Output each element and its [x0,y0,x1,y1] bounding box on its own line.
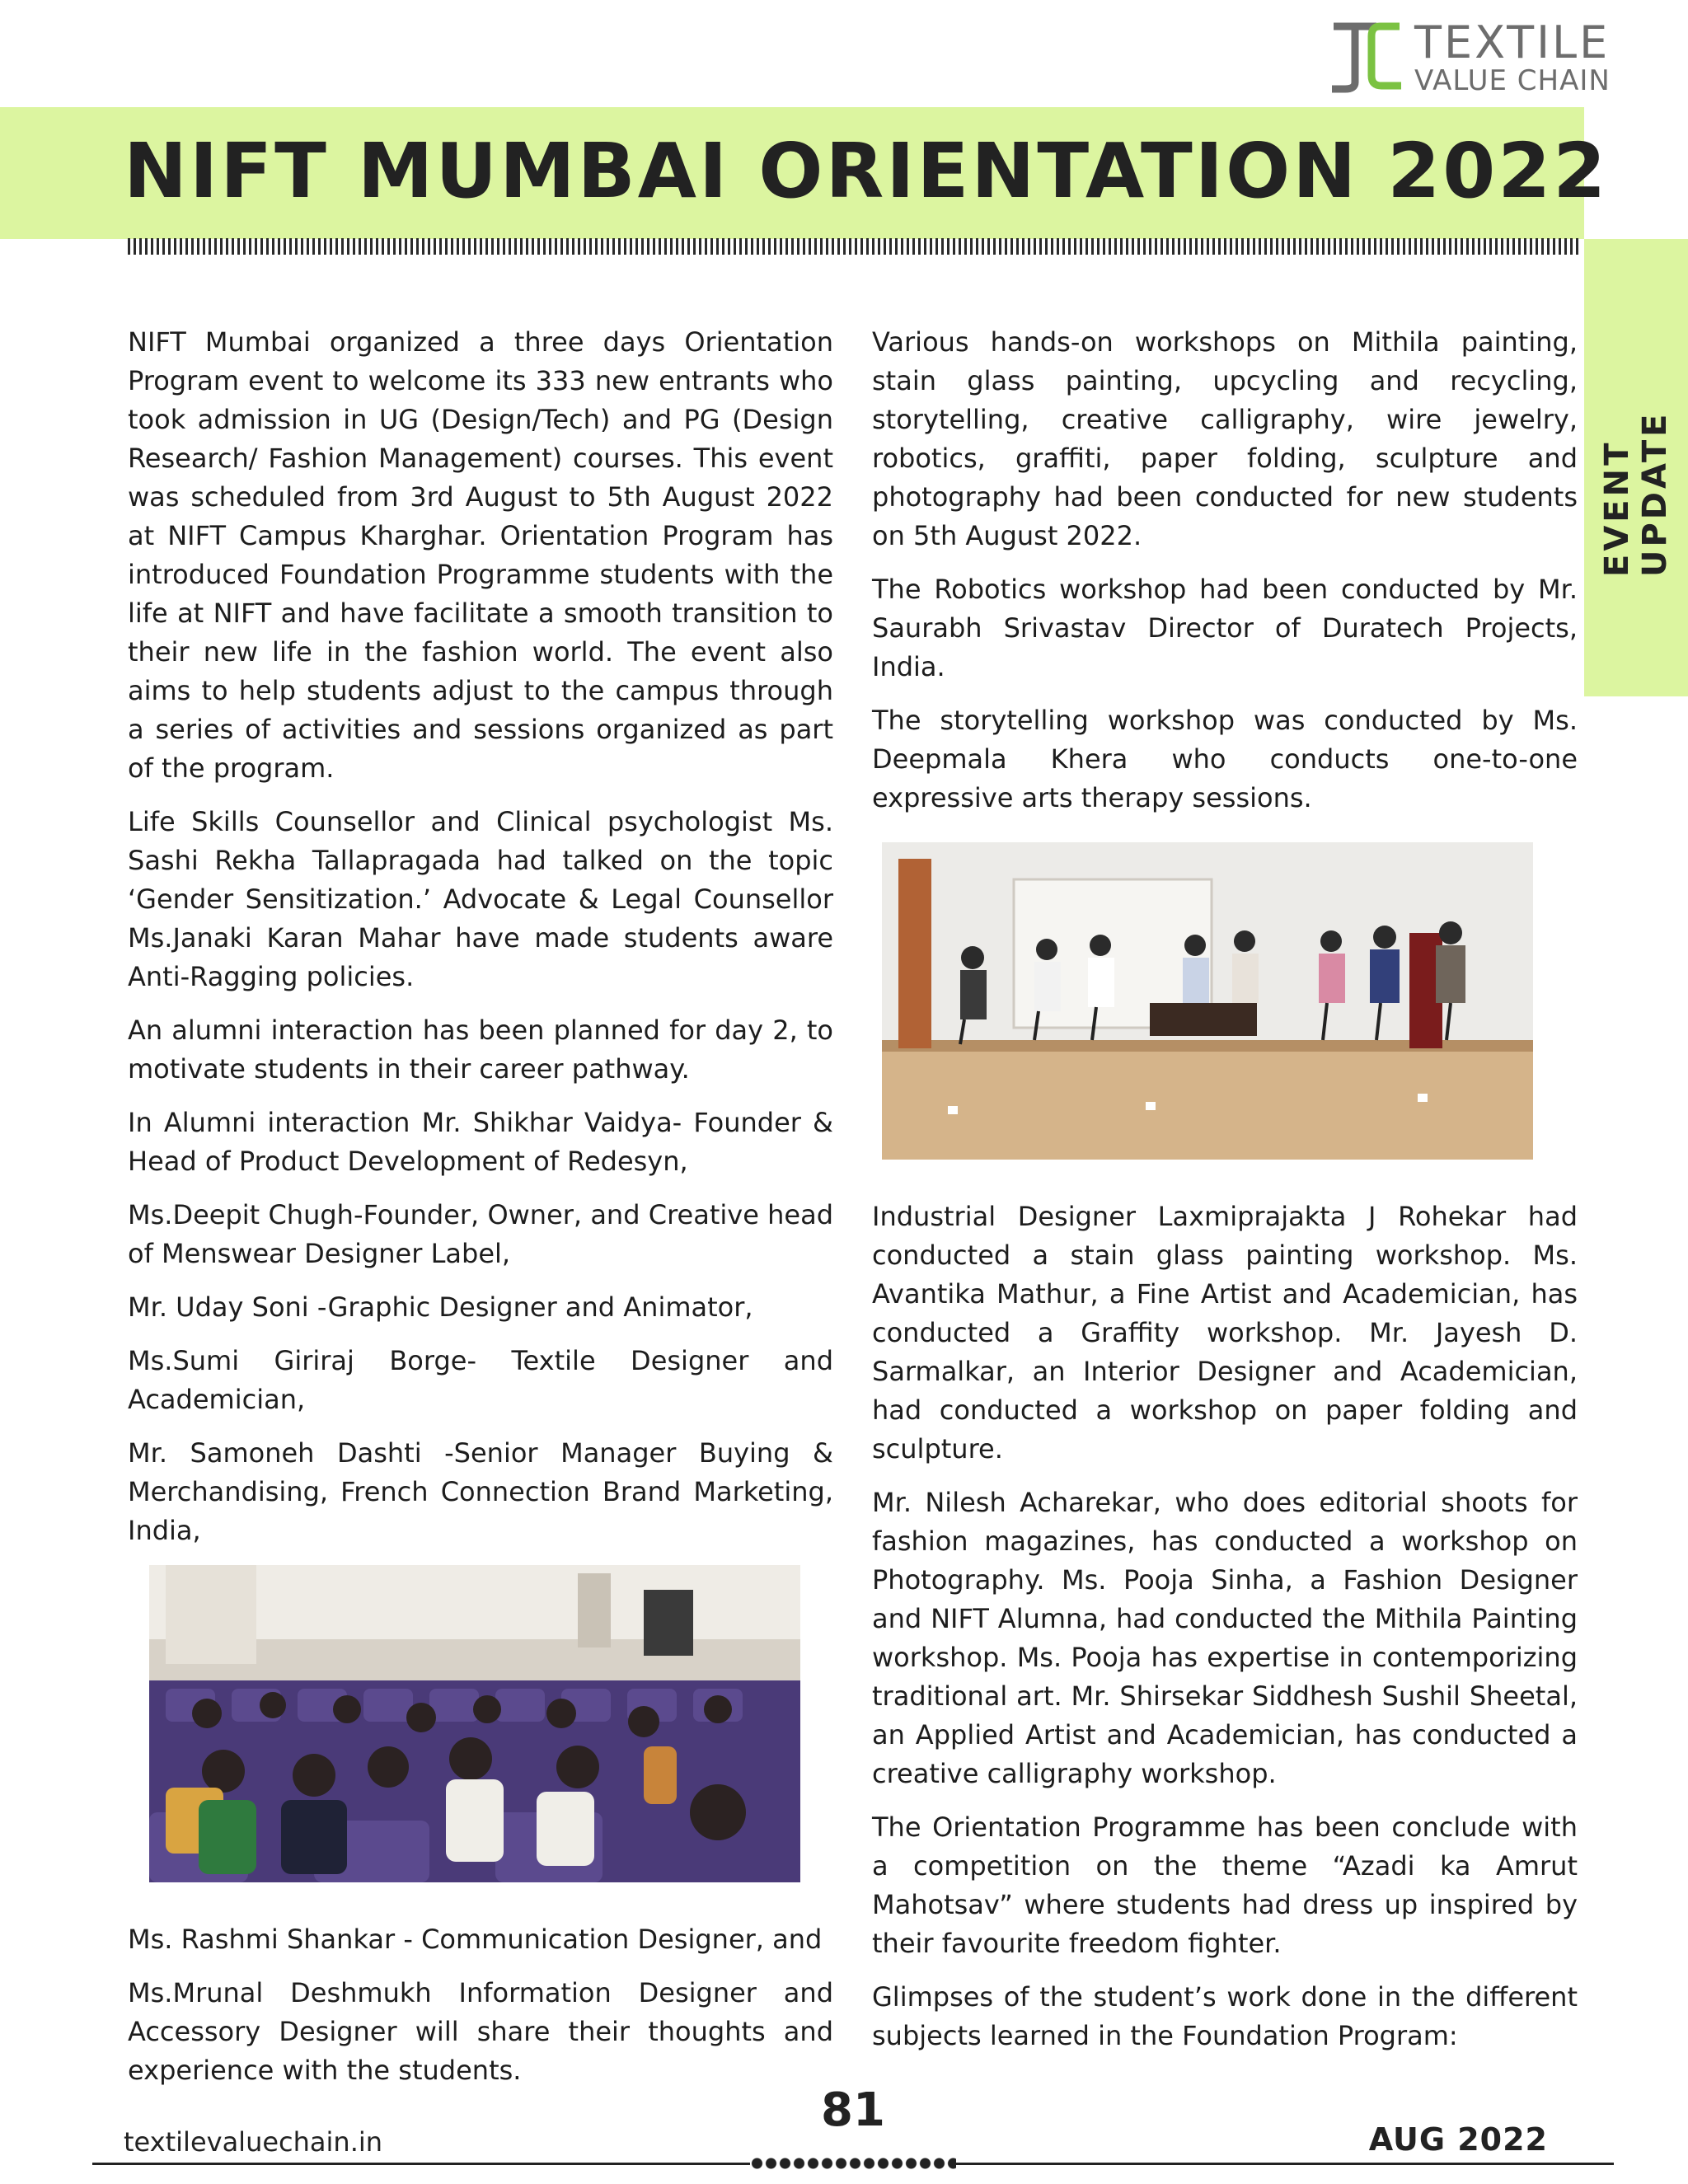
paragraph: Ms.Mrunal Deshmukh Information Designer and Accessory Designer will share their thoughts and experience with the students. [128,1977,833,2086]
hatched-divider [128,238,1578,255]
auditorium-students-photo [149,1565,833,1882]
paragraph: Ms.Sumi Giriraj Borge- Textile Designer and Academician, [128,1345,833,1415]
paragraph: Various hands-on workshops on Mithila painting, stain glass painting, upcycling and recycling, storytelling, creative calligraphy, wire jewelry, robotics, graffiti, paper folding, sculpture and photography had been conducted for new students on 5th August 2022. [872,326,1578,551]
paragraph: Mr. Samoneh Dashti -Senior Manager Buying & Merchandising, French Connection Brand Marketing, India, [128,1437,833,1546]
footer-rule-right [956,2163,1614,2165]
paragraph: Life Skills Counsellor and Clinical psychologist Ms. Sashi Rekha Tallapragada had talked on the topic ‘Gender Sensitization.’ Advocate & Legal Counsellor Ms.Janaki Karan Mahar have made students aware Anti-Ragging policies. [128,806,833,992]
footer-website: textilevaluechain.in [124,2126,383,2158]
paragraph: Glimpses of the student’s work done in the different subjects learned in the Foundation Program: [872,1981,1578,2051]
footer-rule-left [92,2163,750,2165]
paragraph: In Alumni interaction Mr. Shikhar Vaidya- Founder & Head of Product Development of Redesyn, [128,1107,833,1177]
paragraph: The Robotics workshop had been conducted by Mr. Saurabh Srivastav Director of Duratech Projects, India. [872,574,1578,682]
right-column [872,323,1578,2070]
textile-value-chain-logo-icon [1325,18,1408,94]
paragraph: The Orientation Programme has been conclude with a competition on the theme “Azadi ka Amrut Mahotsav” where students had dress up inspired by their favourite freedom fighter. [872,1811,1578,1959]
paragraph: An alumni interaction has been planned for day 2, to motivate students in their career pathway. [128,1015,833,1085]
brand-line-2: VALUE CHAIN [1414,64,1611,97]
page-number: 81 [821,2083,885,2137]
paragraph: NIFT Mumbai organized a three days Orientation Program event to welcome its 333 new entrants who took admission in UG (Design/Tech) and PG (Design Research/ Fashion Management) courses. This event was scheduled from 3rd August to 5th August 2022 at NIFT Campus Kharghar. Orientation Program has introduced Foundation Programme students with the life at NIFT and have facilitate a smooth transition to their new life in the fashion world. The event also aims to help students adjust to the campus through a series of activities and sessions organized as part of the program. [128,326,833,784]
panel-discussion-photo [882,842,1578,1160]
paragraph: Mr. Nilesh Acharekar, who does editorial shoots for fashion magazines, has conducted a workshop on Photography. Ms. Pooja Sinha, a Fashion Designer and NIFT Alumna, had conducted the Mithila Painting workshop. Ms. Pooja has expertise in contemporizing traditional art. Mr. Shirsekar Siddhesh Sushil Sheetal, an Applied Artist and Academician, has conducted a creative calligraphy workshop. [872,1487,1578,1789]
left-column [128,323,833,2105]
paragraph: Industrial Designer Laxmiprajakta J Rohekar had conducted a stain glass painting workshop. Ms. Avantika Mathur, a Fine Artist and Academician, has conducted a Graffity workshop. Mr. Jayesh D. Sarmalkar, an Interior Designer and Academician, had conducted a workshop on paper folding and sculpture. [872,1201,1578,1465]
paragraph: Ms.Deepit Chugh-Founder, Owner, and Creative head of Menswear Designer Label, [128,1199,833,1269]
paragraph: Mr. Uday Soni -Graphic Designer and Animator, [128,1291,753,1323]
section-tab-label: EVENT UPDATE [1598,410,1674,577]
footer-dot-divider [750,2154,956,2172]
brand-logo [1325,16,1622,97]
paragraph: The storytelling workshop was conducted by Ms. Deepmala Khera who conducts one-to-one expressive arts therapy sessions. [872,705,1578,813]
page-title: NIFT MUMBAI ORIENTATION 2022 [124,127,1609,215]
footer-issue-date: AUG 2022 [1368,2121,1548,2158]
brand-line-1: TEXTILE [1414,16,1611,68]
paragraph: Ms. Rashmi Shankar - Communication Designer, and [128,1924,823,1955]
